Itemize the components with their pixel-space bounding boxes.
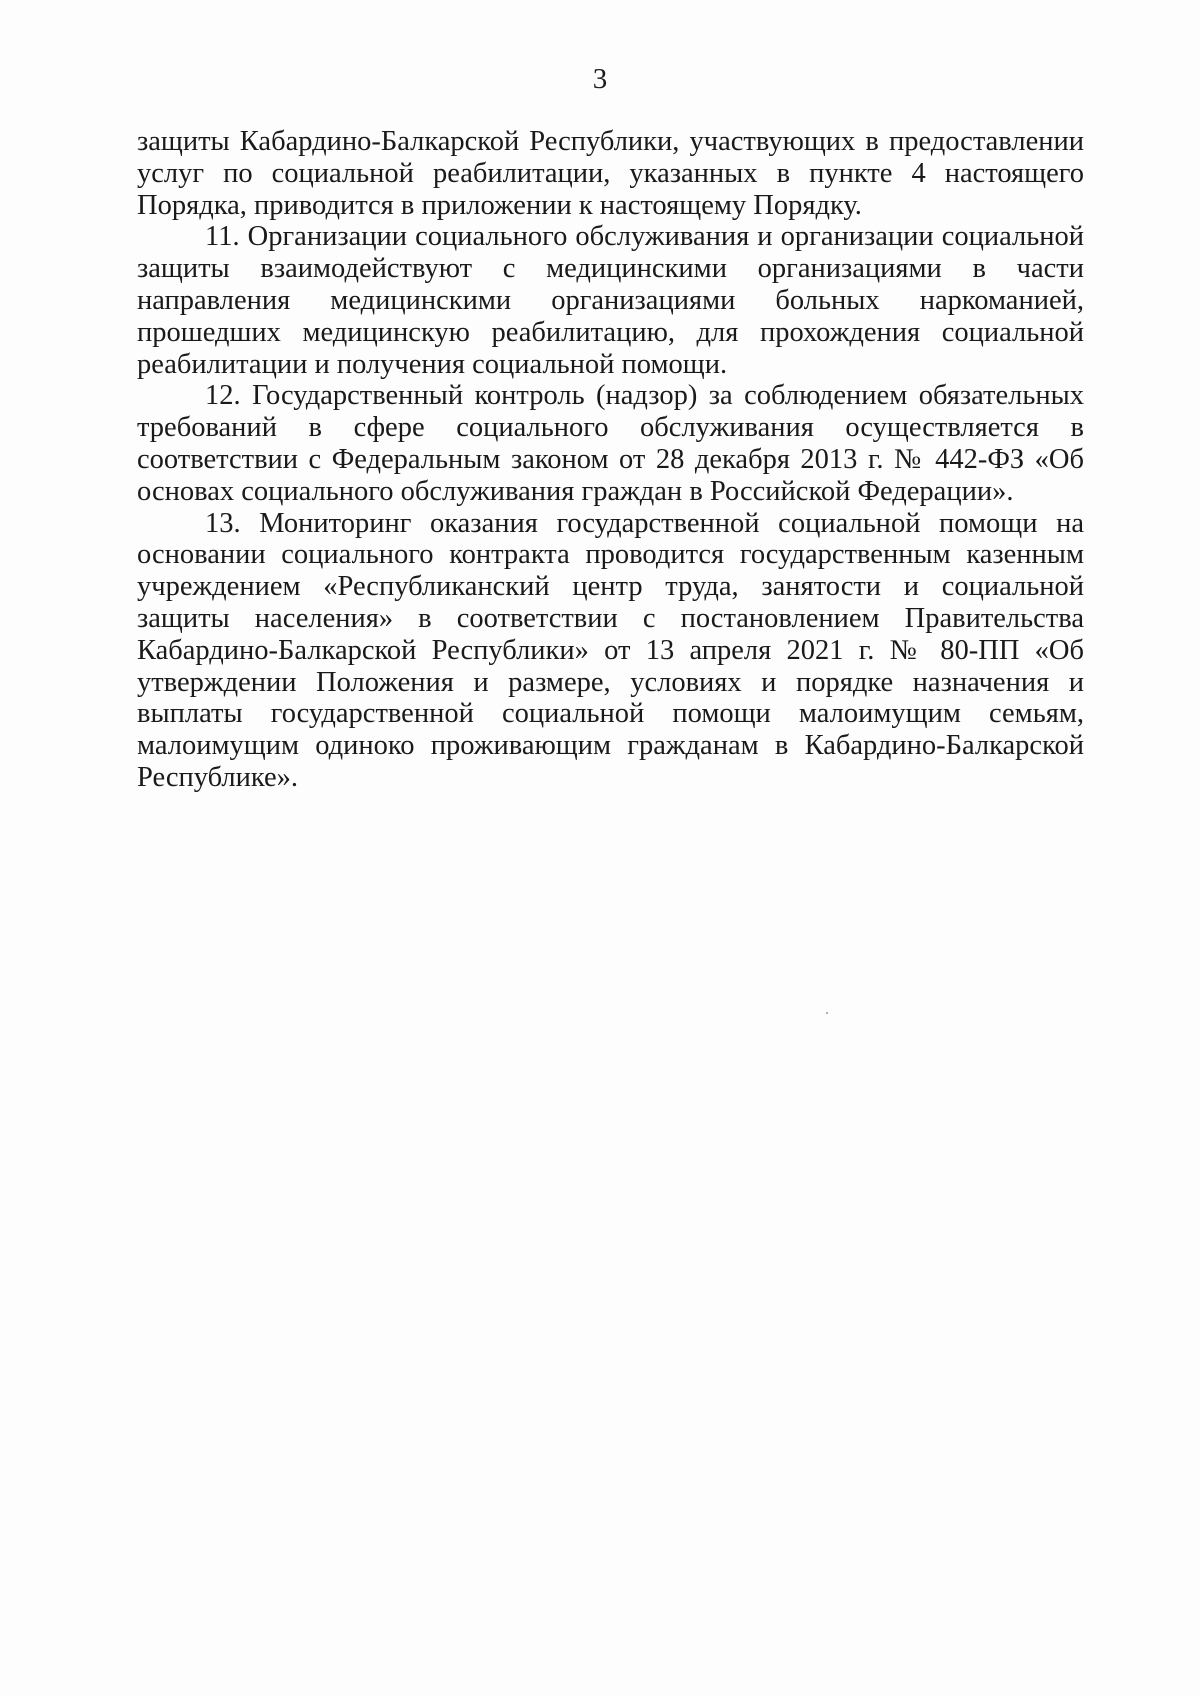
paragraph-12: 12. Государственный контроль (надзор) за соблюдением обязательных требований в сфере социального обслуживания осуществляется в соответствии с Федеральным законом от 28 декабря 2013 г. № 442-ФЗ «Об основах социального обслуживания граждан в Российской Федерации». [137, 380, 1084, 507]
page-number: 3 [592, 63, 608, 95]
document-body [137, 126, 1084, 794]
scan-speck [826, 1012, 828, 1014]
paragraph-continuation: защиты Кабардино-Балкарской Республики, участвующих в предоставлении услуг по социальной реабилитации, указанных в пункте 4 настоящего Порядка, приводится в приложении к настоящему Порядку. [137, 126, 1084, 221]
paragraph-11: 11. Организации социального обслуживания и организации социальной защиты взаимодействуют с медицинскими организациями в части направления медицинскими организациями больных наркоманией, прошедших медицинскую реабилитацию, для прохождения социальной реабилитации и получения социальной помощи. [137, 221, 1084, 380]
paragraph-13: 13. Мониторинг оказания государственной социальной помощи на основании социального контракта проводится государственным казенным учреждением «Республиканский центр труда, занятости и социальной защиты населения» в соответствии с постановлением Правительства Кабардино-Балкарской Республики» от 13 апреля 2021 г. № 80-ПП «Об утверждении Положения и размере, условиях и порядке назначения и выплаты государственной социальной помощи малоимущим семьям, малоимущим одиноко проживающим гражданам в Кабардино-Балкарской Республике». [137, 507, 1084, 793]
